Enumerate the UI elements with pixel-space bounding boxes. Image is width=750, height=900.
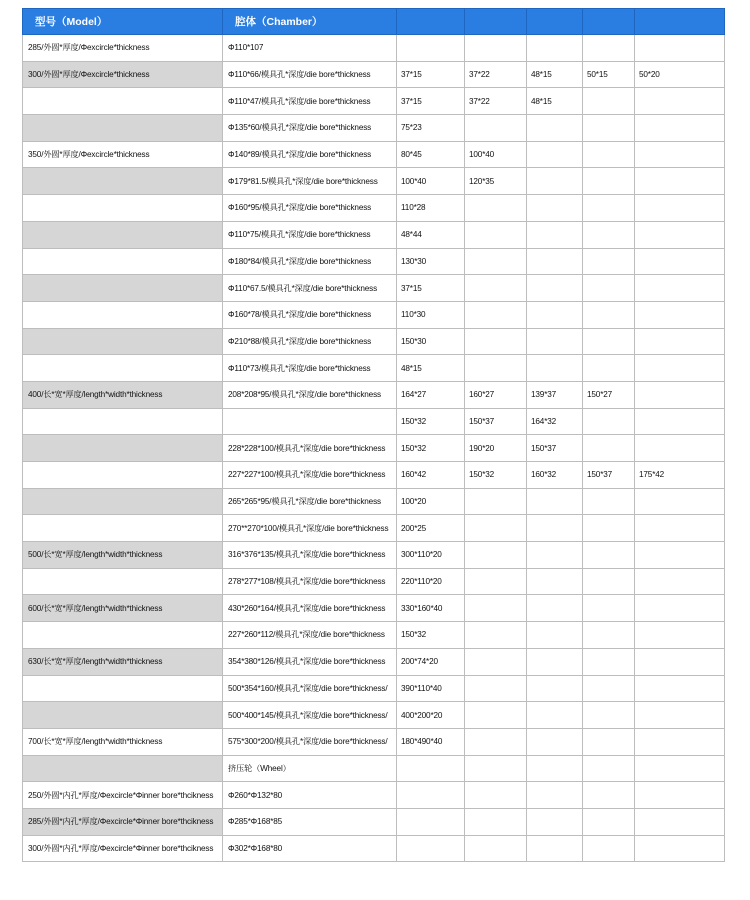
header-blank-3 [527, 9, 583, 35]
table-row [23, 808, 725, 835]
table-row [23, 595, 725, 622]
size-cell-1: 150*30 [397, 328, 465, 355]
table-row [23, 61, 725, 88]
size-cell-1: 200*25 [397, 515, 465, 542]
chamber-cell: Φ160*95/模具孔*深度/die bore*thickness [223, 195, 397, 222]
table-row [23, 435, 725, 462]
size-cell-5 [635, 328, 725, 355]
size-cell-5 [635, 248, 725, 275]
size-cell-2: 150*37 [465, 408, 527, 435]
table-row [23, 328, 725, 355]
size-cell-1: 48*44 [397, 221, 465, 248]
size-cell-3 [527, 35, 583, 62]
table-row [23, 622, 725, 649]
size-cell-4 [583, 675, 635, 702]
size-cell-3 [527, 568, 583, 595]
size-cell-1: 100*20 [397, 488, 465, 515]
size-cell-2 [465, 275, 527, 302]
chamber-cell: Φ110*47/模具孔*深度/die bore*thickness [223, 88, 397, 115]
table-row [23, 568, 725, 595]
chamber-cell: 270**270*100/模具孔*深度/die bore*thickness [223, 515, 397, 542]
model-cell: 285/外圆*厚度/Φexcircle*thickness [23, 35, 223, 62]
size-cell-2 [465, 488, 527, 515]
chamber-cell: Φ110*107 [223, 35, 397, 62]
size-cell-2 [465, 728, 527, 755]
size-cell-1: 150*32 [397, 622, 465, 649]
chamber-cell: Φ160*78/模具孔*深度/die bore*thickness [223, 301, 397, 328]
chamber-cell: 575*300*200/模具孔*深度/die bore*thickness/ [223, 728, 397, 755]
size-cell-2 [465, 515, 527, 542]
size-cell-5 [635, 141, 725, 168]
table-row [23, 488, 725, 515]
table-row [23, 168, 725, 195]
size-cell-4 [583, 115, 635, 142]
table-row [23, 408, 725, 435]
chamber-cell: 500*400*145/模具孔*深度/die bore*thickness/ [223, 702, 397, 729]
size-cell-5 [635, 782, 725, 809]
size-cell-4 [583, 195, 635, 222]
size-cell-4 [583, 275, 635, 302]
size-cell-3: 164*32 [527, 408, 583, 435]
size-cell-2 [465, 355, 527, 382]
size-cell-1: 130*30 [397, 248, 465, 275]
size-cell-2 [465, 675, 527, 702]
model-cell [23, 435, 223, 462]
size-cell-3 [527, 515, 583, 542]
model-cell [23, 88, 223, 115]
size-cell-4 [583, 622, 635, 649]
chamber-cell: 500*354*160/模具孔*深度/die bore*thickness/ [223, 675, 397, 702]
size-cell-1: 150*32 [397, 435, 465, 462]
size-cell-5 [635, 301, 725, 328]
size-cell-4 [583, 248, 635, 275]
size-cell-3 [527, 141, 583, 168]
size-cell-3 [527, 782, 583, 809]
chamber-cell: 227*227*100/模具孔*深度/die bore*thickness [223, 462, 397, 489]
size-cell-4 [583, 88, 635, 115]
chamber-cell: 430*260*164/模具孔*深度/die bore*thickness [223, 595, 397, 622]
chamber-cell: 316*376*135/模具孔*深度/die bore*thickness [223, 542, 397, 569]
header-blank-5 [635, 9, 725, 35]
size-cell-5 [635, 195, 725, 222]
size-cell-4 [583, 648, 635, 675]
size-cell-1: 160*42 [397, 462, 465, 489]
header-blank-1 [397, 9, 465, 35]
size-cell-4 [583, 595, 635, 622]
size-cell-2 [465, 755, 527, 782]
chamber-cell: Φ140*89/模具孔*深度/die bore*thickness [223, 141, 397, 168]
size-cell-3 [527, 301, 583, 328]
size-cell-2: 37*22 [465, 88, 527, 115]
chamber-cell: Φ110*75/模具孔*深度/die bore*thickness [223, 221, 397, 248]
model-cell: 400/长*宽*厚度/length*width*thickness [23, 381, 223, 408]
table-header-row [23, 9, 725, 35]
chamber-cell: Φ179*81.5/模具孔*深度/die bore*thickness [223, 168, 397, 195]
model-cell [23, 275, 223, 302]
size-cell-4 [583, 515, 635, 542]
table-row [23, 728, 725, 755]
model-cell [23, 248, 223, 275]
chamber-cell: Φ110*73/模具孔*深度/die bore*thickness [223, 355, 397, 382]
model-cell [23, 168, 223, 195]
size-cell-2 [465, 221, 527, 248]
size-cell-4 [583, 728, 635, 755]
table-row [23, 648, 725, 675]
size-cell-5 [635, 622, 725, 649]
size-cell-3 [527, 328, 583, 355]
size-cell-1 [397, 755, 465, 782]
size-cell-5 [635, 835, 725, 862]
model-cell: 700/长*宽*厚度/length*width*thickness [23, 728, 223, 755]
size-cell-4 [583, 35, 635, 62]
size-cell-5 [635, 808, 725, 835]
model-cell [23, 408, 223, 435]
size-cell-5: 50*20 [635, 61, 725, 88]
size-cell-2 [465, 622, 527, 649]
size-cell-3 [527, 195, 583, 222]
size-cell-2 [465, 648, 527, 675]
size-cell-2 [465, 248, 527, 275]
size-cell-2: 150*32 [465, 462, 527, 489]
table-row [23, 115, 725, 142]
size-cell-4: 50*15 [583, 61, 635, 88]
size-cell-5 [635, 488, 725, 515]
table-row [23, 702, 725, 729]
table-row [23, 542, 725, 569]
table-row [23, 275, 725, 302]
size-cell-1: 400*200*20 [397, 702, 465, 729]
size-cell-5 [635, 381, 725, 408]
size-cell-4 [583, 408, 635, 435]
size-cell-5 [635, 35, 725, 62]
model-cell [23, 115, 223, 142]
size-cell-2 [465, 835, 527, 862]
size-cell-3 [527, 542, 583, 569]
size-cell-1: 180*490*40 [397, 728, 465, 755]
chamber-cell: Φ260*Φ132*80 [223, 782, 397, 809]
model-cell: 300/外圆*内孔*厚度/Φexcircle*Φinner bore*thcikness [23, 835, 223, 862]
size-cell-2: 37*22 [465, 61, 527, 88]
table-row [23, 248, 725, 275]
size-cell-1: 37*15 [397, 61, 465, 88]
model-cell [23, 755, 223, 782]
size-cell-3 [527, 808, 583, 835]
size-cell-2 [465, 702, 527, 729]
chamber-cell: Φ210*88/模具孔*深度/die bore*thickness [223, 328, 397, 355]
size-cell-3 [527, 648, 583, 675]
table-body [23, 35, 725, 862]
table-row [23, 782, 725, 809]
model-cell: 300/外圆*厚度/Φexcircle*thickness [23, 61, 223, 88]
size-cell-3 [527, 115, 583, 142]
size-cell-4 [583, 355, 635, 382]
size-cell-4 [583, 301, 635, 328]
size-cell-4 [583, 488, 635, 515]
model-cell [23, 622, 223, 649]
table-row [23, 195, 725, 222]
size-cell-4 [583, 542, 635, 569]
size-cell-3 [527, 275, 583, 302]
model-cell: 350/外圆*厚度/Φexcircle*thickness [23, 141, 223, 168]
size-cell-1: 80*45 [397, 141, 465, 168]
size-cell-3: 48*15 [527, 61, 583, 88]
chamber-cell: Φ110*67.5/模具孔*深度/die bore*thickness [223, 275, 397, 302]
chamber-cell: Φ180*84/模具孔*深度/die bore*thickness [223, 248, 397, 275]
size-cell-2 [465, 195, 527, 222]
chamber-cell: Φ285*Φ168*85 [223, 808, 397, 835]
model-cell [23, 675, 223, 702]
size-cell-5 [635, 702, 725, 729]
size-cell-1: 48*15 [397, 355, 465, 382]
size-cell-4: 150*27 [583, 381, 635, 408]
table-row [23, 381, 725, 408]
size-cell-1: 37*15 [397, 275, 465, 302]
size-cell-3 [527, 355, 583, 382]
model-cell [23, 515, 223, 542]
size-cell-4 [583, 782, 635, 809]
size-cell-5 [635, 408, 725, 435]
header-model: 型号（Model） [23, 9, 223, 35]
size-cell-2 [465, 808, 527, 835]
size-cell-4 [583, 435, 635, 462]
model-cell [23, 221, 223, 248]
size-cell-4 [583, 702, 635, 729]
chamber-cell: 228*228*100/模具孔*深度/die bore*thickness [223, 435, 397, 462]
size-cell-2 [465, 595, 527, 622]
table-row [23, 35, 725, 62]
chamber-cell: 227*260*112/模具孔*深度/die bore*thickness [223, 622, 397, 649]
size-cell-1: 164*27 [397, 381, 465, 408]
size-cell-5 [635, 728, 725, 755]
size-cell-2 [465, 35, 527, 62]
size-cell-4 [583, 221, 635, 248]
size-cell-3 [527, 595, 583, 622]
size-cell-1: 37*15 [397, 88, 465, 115]
header-blank-2 [465, 9, 527, 35]
size-cell-5 [635, 88, 725, 115]
size-cell-2: 100*40 [465, 141, 527, 168]
size-cell-5 [635, 168, 725, 195]
model-cell [23, 195, 223, 222]
model-cell: 600/长*宽*厚度/length*width*thickness [23, 595, 223, 622]
model-cell [23, 328, 223, 355]
table-row [23, 355, 725, 382]
table-row [23, 675, 725, 702]
model-cell [23, 355, 223, 382]
size-cell-3: 48*15 [527, 88, 583, 115]
table-row [23, 835, 725, 862]
size-cell-1 [397, 835, 465, 862]
size-cell-5 [635, 648, 725, 675]
size-cell-3: 150*37 [527, 435, 583, 462]
size-cell-3 [527, 622, 583, 649]
size-cell-5 [635, 675, 725, 702]
size-cell-4: 150*37 [583, 462, 635, 489]
size-cell-4 [583, 141, 635, 168]
model-cell [23, 462, 223, 489]
size-cell-5 [635, 542, 725, 569]
size-cell-3 [527, 248, 583, 275]
model-chamber-table [22, 8, 725, 862]
size-cell-5 [635, 435, 725, 462]
size-cell-2: 120*35 [465, 168, 527, 195]
size-cell-1: 75*23 [397, 115, 465, 142]
size-cell-1 [397, 782, 465, 809]
size-cell-1 [397, 35, 465, 62]
size-cell-5 [635, 115, 725, 142]
size-cell-5 [635, 568, 725, 595]
size-cell-2 [465, 782, 527, 809]
size-cell-3: 160*32 [527, 462, 583, 489]
size-cell-1: 110*28 [397, 195, 465, 222]
table-row [23, 755, 725, 782]
table-row [23, 88, 725, 115]
size-cell-3 [527, 675, 583, 702]
size-cell-4 [583, 755, 635, 782]
size-cell-1: 100*40 [397, 168, 465, 195]
size-cell-2 [465, 328, 527, 355]
model-cell [23, 568, 223, 595]
model-cell [23, 488, 223, 515]
chamber-cell: 挤压轮（Wheel） [223, 755, 397, 782]
size-cell-3 [527, 221, 583, 248]
model-cell: 250/外圆*内孔*厚度/Φexcircle*Φinner bore*thcikness [23, 782, 223, 809]
size-cell-1: 200*74*20 [397, 648, 465, 675]
size-cell-3 [527, 728, 583, 755]
size-cell-1: 220*110*20 [397, 568, 465, 595]
size-cell-2: 160*27 [465, 381, 527, 408]
size-cell-4 [583, 835, 635, 862]
size-cell-1: 110*30 [397, 301, 465, 328]
chamber-cell [223, 408, 397, 435]
size-cell-4 [583, 808, 635, 835]
size-cell-2 [465, 115, 527, 142]
size-cell-3 [527, 488, 583, 515]
size-cell-1: 390*110*40 [397, 675, 465, 702]
chamber-cell: 208*208*95/模具孔*深度/die bore*thickness [223, 381, 397, 408]
model-cell: 630/长*宽*厚度/length*width*thickness [23, 648, 223, 675]
model-cell [23, 702, 223, 729]
size-cell-2 [465, 301, 527, 328]
table-row [23, 462, 725, 489]
table-row [23, 221, 725, 248]
table-row [23, 301, 725, 328]
size-cell-5: 175*42 [635, 462, 725, 489]
size-cell-3 [527, 702, 583, 729]
table-row [23, 141, 725, 168]
size-cell-5 [635, 355, 725, 382]
table-row [23, 515, 725, 542]
size-cell-4 [583, 168, 635, 195]
size-cell-2 [465, 568, 527, 595]
size-cell-3 [527, 835, 583, 862]
size-cell-1 [397, 808, 465, 835]
size-cell-2: 190*20 [465, 435, 527, 462]
model-cell: 285/外圆*内孔*厚度/Φexcircle*Φinner bore*thcikness [23, 808, 223, 835]
size-cell-5 [635, 515, 725, 542]
chamber-cell: Φ110*66/模具孔*深度/die bore*thickness [223, 61, 397, 88]
size-cell-4 [583, 568, 635, 595]
chamber-cell: Φ135*60/模具孔*深度/die bore*thickness [223, 115, 397, 142]
header-blank-4 [583, 9, 635, 35]
size-cell-3 [527, 755, 583, 782]
size-cell-1: 300*110*20 [397, 542, 465, 569]
chamber-cell: 265*265*95/模具孔*深度/die bore*thickness [223, 488, 397, 515]
size-cell-1: 150*32 [397, 408, 465, 435]
chamber-cell: 354*380*126/模具孔*深度/die bore*thickness [223, 648, 397, 675]
size-cell-4 [583, 328, 635, 355]
size-cell-5 [635, 595, 725, 622]
size-cell-5 [635, 755, 725, 782]
size-cell-3: 139*37 [527, 381, 583, 408]
size-cell-5 [635, 221, 725, 248]
model-cell: 500/长*宽*厚度/length*width*thickness [23, 542, 223, 569]
size-cell-2 [465, 542, 527, 569]
size-cell-3 [527, 168, 583, 195]
chamber-cell: Φ302*Φ168*80 [223, 835, 397, 862]
model-cell [23, 301, 223, 328]
header-chamber: 腔体（Chamber） [223, 9, 397, 35]
size-cell-1: 330*160*40 [397, 595, 465, 622]
chamber-cell: 278*277*108/模具孔*深度/die bore*thickness [223, 568, 397, 595]
spec-table-container [22, 8, 724, 862]
size-cell-5 [635, 275, 725, 302]
